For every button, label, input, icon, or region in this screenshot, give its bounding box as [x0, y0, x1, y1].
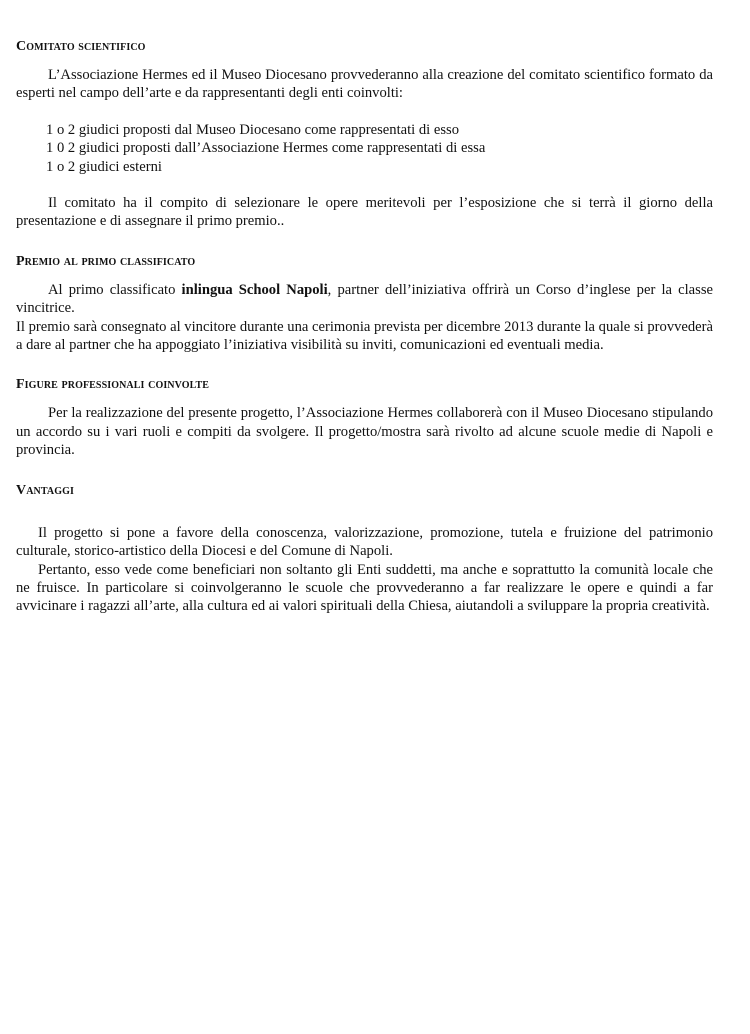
section-heading-comitato: Comitato scientifico — [16, 39, 146, 54]
list-item: 1 o 2 giudici esterni — [46, 158, 162, 175]
section-heading-figure: Figure professionali coinvolte — [16, 377, 210, 393]
comitato-closing-paragraph: Il comitato ha il compito di selezionare le opere meritevoli per l’esposizione che si terrà il giorno della presentazione e di assegnare il primo premio.. — [16, 195, 713, 230]
judges-list — [16, 121, 713, 176]
premio-paragraph-1 — [16, 281, 713, 318]
premio-text-after: , partner dell’iniziativa offrirà un Corso d’inglese per la classe vincitrice. — [16, 281, 713, 317]
comitato-intro-paragraph: L’Associazione Hermes ed il Museo Diocesano provvederanno alla creazione del comitato scientifico formato da esperti nel campo dell’arte e da rappresentanti degli enti coinvolti: — [16, 67, 713, 102]
vantaggi-paragraph-1: Il progetto si pone a favore della conoscenza, valorizzazione, promozione, tutela e fruizione del patrimonio culturale, storico-artistico della Diocesi e del Comune di Napoli. — [16, 524, 713, 560]
premio-text-before: Al primo classificato — [48, 281, 182, 298]
list-item: 1 0 2 giudici proposti dall’Associazione Hermes come rappresentati di essa — [46, 140, 486, 157]
premio-paragraph-2: Il premio sarà consegnato al vincitore durante una cerimonia prevista per dicembre 2013 durante la quale si provvederà a dare al partner che ha appoggiato l’iniziativa visibilità su inviti, comunicazioni ed eventuali media. — [16, 318, 713, 354]
section-heading-premio: Premio al primo classificato — [16, 253, 196, 269]
document-page — [16, 38, 713, 616]
figure-paragraph: Per la realizzazione del presente progetto, l’Associazione Hermes collaborerà con il Museo Diocesano stipulando un accordo su i vari ruoli e compiti da svolgere. Il progetto/mostra sarà rivolto ad alcune scuole medie di Napoli e provincia. — [16, 405, 713, 459]
vantaggi-paragraph-2: Pertanto, esso vede come beneficiari non soltanto gli Enti suddetti, ma anche e soprattutto la comunità locale che ne fruisce. In particolare si coinvolgeranno le scuole che provvederanno a far realizzare le opere e quindi a far avvicinare i ragazzi all’arte, alla cultura ed ai valori spirituali della Chiesa, aiutandoli a sviluppare la propria creatività. — [16, 561, 713, 615]
sponsor-name: inlingua School Napoli — [181, 281, 328, 298]
list-item: 1 o 2 giudici proposti dal Museo Diocesano come rappresentati di esso — [46, 121, 459, 138]
section-heading-vantaggi: Vantaggi — [16, 482, 74, 498]
